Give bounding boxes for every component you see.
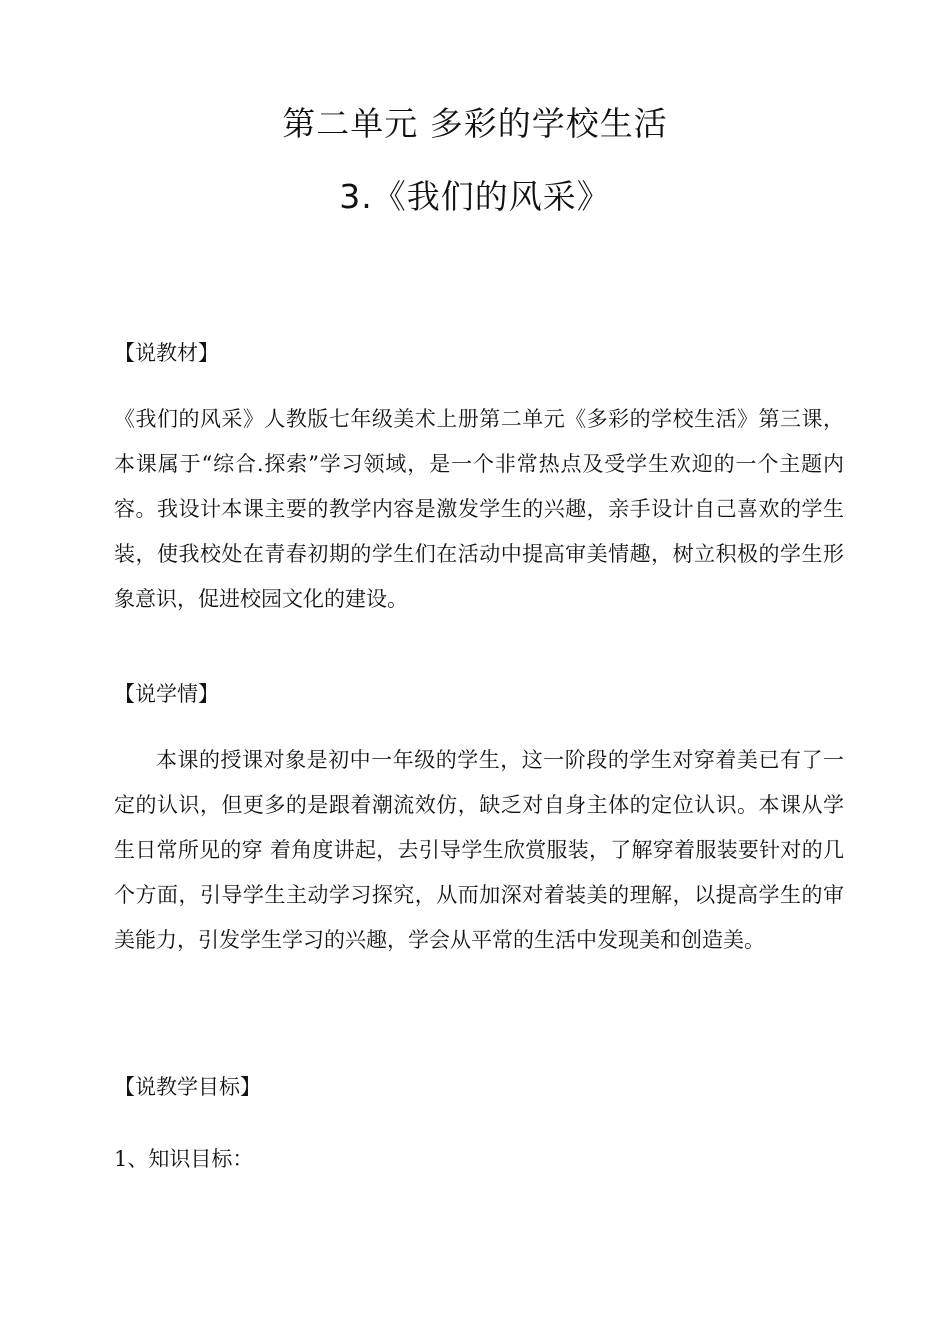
section-heading-objectives: 【说教学目标】 bbox=[114, 1075, 261, 1099]
objective-item-knowledge: 1、知识目标： bbox=[114, 1147, 254, 1171]
section-body-textbook: 《我们的风采》人教版七年级美术上册第二单元《多彩的学校生活》第三课，本课属于“综合.探索”学习领域，是一个非常热点及受学生欢迎的一个主题内容。我设计本课主要的教学内容是激发学生的兴趣，亲手设计自己喜欢的学生装，使我校处在青春初期的学生们在活动中提高审美情趣，树立积极的学生形象意识，促进校园文化的建设。 bbox=[114, 407, 844, 611]
unit-title: 第二单元 多彩的学校生活 bbox=[282, 104, 668, 143]
lesson-title: 3.《我们的风采》 bbox=[339, 177, 611, 216]
section-heading-textbook: 【说教材】 bbox=[114, 341, 219, 365]
section-body-students: 本课的授课对象是初中一年级的学生，这一阶段的学生对穿着美已有了一定的认识，但更多的是跟着潮流效仿，缺乏对自身主体的定位认识。本课从学生日常所见的穿 着角度讲起，去引导学生欣赏服装，了解穿着服装要针对的几个方面，引导学生主动学习探究，从而加深对着装美的理解，以提高学生的审美能力，引发学生学习的兴趣，学会从平常的生活中发现美和创造美。 bbox=[114, 748, 844, 952]
section-heading-students: 【说学情】 bbox=[114, 682, 219, 706]
